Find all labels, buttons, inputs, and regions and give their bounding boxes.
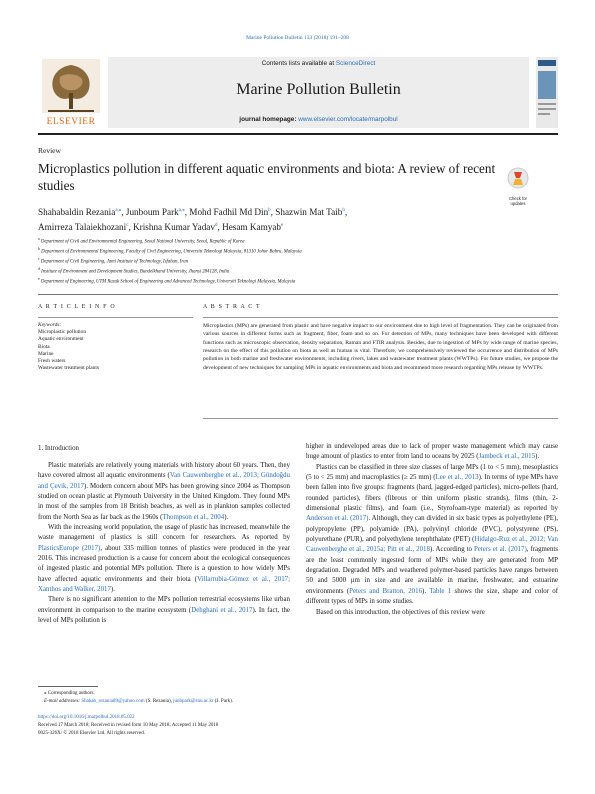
corresponding-note: ⁎ Corresponding authors.: [44, 691, 95, 696]
keyword: Aquatic environment: [38, 336, 84, 343]
affiliation: $^a$ Department of Civil and Environmental Engineering, Seoul National University, Seoul, Republic of Korea: [38, 237, 245, 245]
article-info-heading: A R T I C L E I N F O: [38, 304, 116, 310]
citation-link[interactable]: Anderson et al. (2017): [306, 515, 369, 523]
abstract-heading: A B S T R A C T: [203, 304, 261, 310]
author[interactable]: Shahabaldin Rezania$^{a,⁎}$: [38, 207, 122, 218]
journal-title: Marine Pollution Bulletin: [236, 81, 401, 98]
paragraph: With the increasing world population, the usage of plastic has increased, meanwhile the waste management of plastics is still concern for researchers. As reported by PlasticsEurope (2017), about 335 million tonnes of plastics were produced in the year 2016. This increased production is a cause for concern about the ecological consequences of ingested plastic and potential MPs pollution. There is a question to how widely MPs have affected aquatic environments and their biota (Villarrubia-Gómez et al., 2017; Xanthos and Walker, 2017).: [38, 524, 290, 594]
journal-cover-image: [536, 57, 558, 128]
footnote-rule: [38, 686, 98, 687]
doi-link[interactable]: https://doi.org/10.1016/j.marpolbul.2018.05.022: [38, 715, 135, 720]
contents-line: Contents lists available at ScienceDirect: [261, 60, 376, 67]
citation-link[interactable]: Lee et al., 2013: [435, 474, 479, 482]
affiliation: $^e$ Department of Engineering, UTM Razak School of Engineering and Advanced Technology, Universiti Teknologi Malaysia, Malaysia: [38, 276, 296, 285]
citation-link[interactable]: Van Cauwenberghe et al., 2013; Gündoğdu and Çevik, 2017: [38, 472, 290, 490]
citation-link[interactable]: Peters and Bratton, 2016: [349, 587, 423, 595]
author[interactable]: Shazwin Mat Taib$^b$: [275, 207, 345, 218]
journal-homepage: journal homepage: www.elsevier.com/locate/marpolbul: [239, 116, 398, 123]
check-for-updates-badge[interactable]: [502, 167, 534, 206]
paragraph: Based on this introduction, the objectives of this review were: [316, 608, 485, 616]
author[interactable]: Junboum Park$^{a,⁎}$: [125, 207, 185, 218]
citation-link[interactable]: Jambeck et al., 2015: [478, 453, 536, 461]
citation-link[interactable]: Hidalgo-Ruz et al., 2012; Van Cauwenberghe et al., 2015a; Pitt et al., 2018: [306, 536, 558, 554]
article-info-rule: [38, 317, 193, 318]
author[interactable]: Mohd Fadhil Md Din$^b$: [189, 207, 271, 218]
citation-link[interactable]: Villarrubia-Gómez et al., 2017; Xanthos and Walker, 2017: [38, 575, 290, 594]
elsevier-wordmark: ELSEVIER: [46, 117, 96, 127]
check-badge-line2: updates: [510, 201, 526, 206]
keywords-label: Keywords:: [38, 322, 62, 328]
introduction-heading: 1. Introduction: [38, 445, 79, 452]
paragraph: higher in undeveloped areas due to lack of proper waste management which may cause huge amount of plastics to enter from land to oceans by 2025 (Jambeck et al., 2015).: [306, 443, 558, 461]
citation-link[interactable]: Thompson et al., 2004: [162, 513, 225, 521]
affiliation: $^b$ Department of Environmental Engineering, Faculty of Civil Engineering, Universiti Teknologi Malaysia, 81310 Johor Bahru, Malaysia: [38, 246, 302, 255]
author[interactable]: Hesam Kamyab$^e$: [222, 222, 284, 233]
author-list: Shahabaldin Rezania$^{a,⁎}$, Junboum Park$^{a,⁎}$, Mohd Fadhil Md Din$^b$, Shazwin Mat Taib$^b$, Amirreza Talaiekhozani$^c$, Krishna Kumar Yadav$^d$, Hesam Kamyab$^e$: [38, 207, 348, 233]
keyword: Marine: [38, 350, 54, 357]
email-line: E-mail addresses: Shahab_rezania89@yahoo.com (S. Rezania), junbpark@snu.ac.kr (J. Park).: [44, 698, 234, 704]
abstract-bottom-rule: [203, 418, 558, 419]
citation-link[interactable]: Peters et al. (2017): [473, 546, 527, 554]
paragraph: Plastics can be classified in three size classes of large MPs (1 to < 5 mm), mesoplastics (5 to < 25 mm) and macroplastics (≥ 25 mm) (Lee et al., 2013). In terms of type MPs have been fallen into five groups: fragments (hard, jagged-edged particles), micro-pellets (hard, rounded particles), fibers (fibrous or thin uniform plastic strands), films (thin, 2-dimensional plastic films), and foam (i.e., Styrofoam-type material) as reported by Anderson et al. (2017). Although, they can divided in six basic types as polyethylene (PE), polypropylene (PP), polyamide (PA), polyvinyl chloride (PVC), polystyrene (PS), polyurethane (PUR), and polyethylene terephthalate (PET) (Hidalgo-Ruz et al., 2012; Van Cauwenberghe et al., 2015a; Pitt et al., 2018). According to Peters et al. (2017), fragments are the least commonly ingested form of MPs while they are generated from MP degradation. Degraded MPs and weathered polymer-based particles have ranges between 50 and 5000 μm in size and are available in marine, freshwater, and estuarine environments (Peters and Bratton, 2016). Table 1 shows the size, shape and color of different types of MPs in some studies.: [306, 463, 559, 606]
affiliation: $^c$ Department of Civil Engineering, Jami Institute of Technology, Isfahan, Iran: [38, 256, 189, 265]
journal-citation[interactable]: Marine Pollution Bulletin 133 (2018) 191–208: [246, 35, 349, 41]
email-link[interactable]: Shahab_rezania89@yahoo.com: [81, 698, 145, 704]
copyright: 0025-326X/ © 2018 Elsevier Ltd. All rights reserved.: [38, 731, 145, 736]
homepage-link[interactable]: www.elsevier.com/locate/marpolbul: [298, 116, 398, 123]
keyword: Fresh waters: [38, 358, 66, 365]
front-matter-rule: [38, 294, 558, 295]
abstract-rule: [203, 317, 558, 318]
publication-info: [38, 714, 368, 738]
abstract-text: Microplastics (MPs) are generated from plastic and have negative impact to our environment due to high level of fragmentation. They can be originated from various sources in different forms such as fragment, fiber, foam and so on. For detection of MPs, many techniques have been developed with different functions such as microscopic observation, density separation, Raman and FTIR analysis. Besides, due to ingestion of MPs by wide range of marine species, research on the effect of this pollution on biota as well as human is vital. Therefore, we comprehensively reviewed the occurrence and distribution of MPs pollution in both marine and freshwater environments, including rivers, lakes and wastewater treatment plants (WWTPs). For future studies, we propose the development of new techniques for sampling MPs in aquatic environments and biota and recommend more research regarding MPs release by WWTPs.: [203, 323, 558, 371]
elsevier-logo: [38, 57, 104, 130]
article-section: Review: [38, 146, 61, 155]
keyword: Microplastic pollution: [38, 329, 87, 336]
footnote: [38, 690, 338, 705]
check-badge-line1: Check for: [509, 196, 527, 201]
affiliation-list: [38, 236, 558, 285]
article-title: Microplastics pollution in different aquatic environments and biota: A review of recent studies: [38, 161, 496, 193]
sciencedirect-link[interactable]: ScienceDirect: [335, 60, 376, 67]
paragraph: There is no significant attention to the MPs pollution terrestrial ecosystems like urban environment in comparison to the marine ecosystem (Dehghani et al., 2017). In fact, the level of MPs pollution is: [38, 596, 290, 625]
right-column: [306, 442, 558, 618]
citation-link[interactable]: Dehghani et al., 2017: [191, 606, 253, 614]
citation-link[interactable]: PlasticsEurope (2017): [38, 544, 101, 552]
keyword: Biota: [38, 343, 50, 350]
header-rule: [38, 133, 558, 135]
keyword: Wastewater treatment plants: [38, 365, 99, 372]
left-column: [38, 461, 290, 627]
paragraph: Plastic materials are relatively young materials with history about 60 years. Then, they have covered almost all aquatic environments (Van Cauwenberghe et al., 2013; Gündoğdu and Çevik, 2017). Modern concern about MPs has been growing since 2004 as Thompson studied on ocean plastic at Plymouth University in the United Kingdom. They found MPs in most of the samples from 18 British beaches, as well as in plankton samples collected from the North Sea as far back as the 1960s (Thompson et al., 2004).: [38, 462, 291, 521]
check-updates-icon: [502, 167, 534, 191]
author[interactable]: Krishna Kumar Yadav$^d$: [133, 222, 218, 233]
affiliation: $^d$ Institute of Environment and Development Studies, Bundelkhand University, Jhansi 284128, India: [38, 266, 230, 275]
author[interactable]: Amirreza Talaiekhozani$^c$: [38, 222, 129, 233]
email-link[interactable]: junbpark@snu.ac.kr: [173, 698, 214, 704]
keywords-block: [38, 322, 193, 372]
table-link[interactable]: Table 1: [429, 587, 452, 595]
received-dates: Received 17 March 2018; Received in revised form 10 May 2018; Accepted 11 May 2018: [38, 723, 219, 728]
